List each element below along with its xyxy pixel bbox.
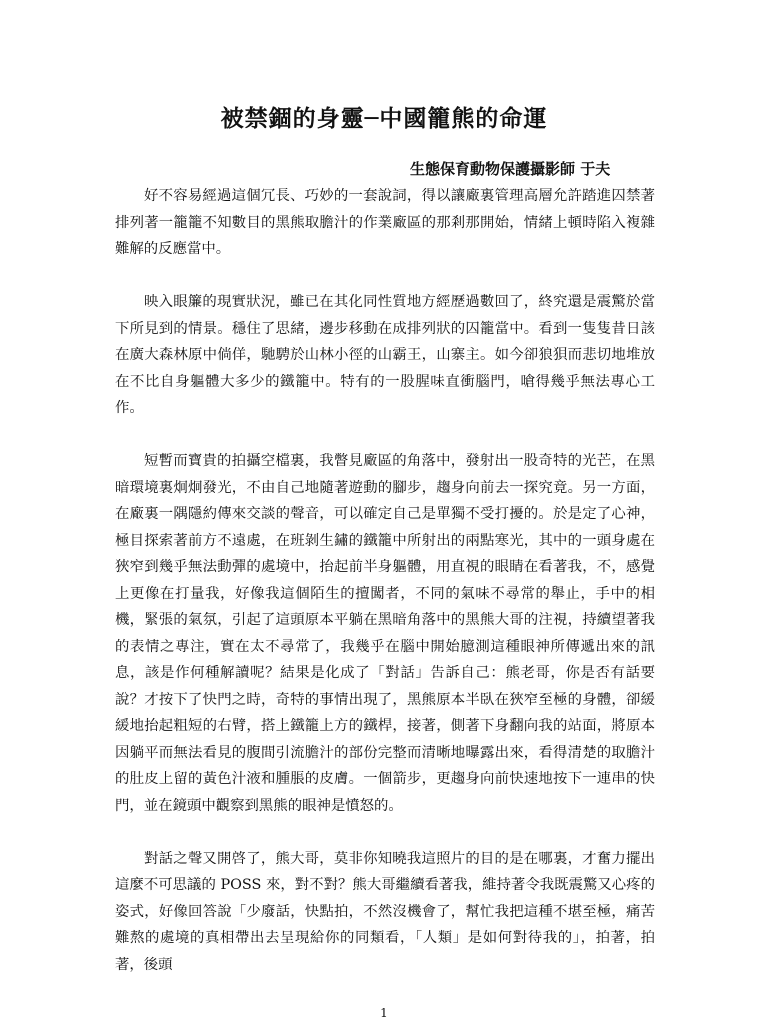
paragraph-4: 對話之聲又開啓了，熊大哥，莫非你知曉我這照片的目的是在哪裏，才奮力擺出這麼不可思議的 POSS 來，對不對？熊大哥繼續看著我，維持著令我既震驚又心疼的姿式，好像回答說「少廢話，快點拍，不然沒機會了，幫忙我把這種不堪至極，痛苦難熬的處境的真相帶出去呈現給你的同類看，「人類」是如何對待我的」，拍著，拍著，後頭 [115, 850, 655, 973]
author-byline: 生態保育動物保護攝影師 于夫 [410, 160, 611, 178]
document-body [115, 183, 655, 978]
paragraph-2: 映入眼簾的現實狀況，雖已在其化同性質地方經歷過數回了，終究還是震驚於當下所見到的情景。穩住了思緒，邊步移動在成排列狀的囚籠當中。看到一隻隻昔日該在廣大森林原中倘佯，馳騁於山林小徑的山霸王，山寨主。如今卻狼狽而悲切地堆放在不比自身軀體大多少的鐵籠中。特有的一股腥味直衝腦門，嗆得幾乎無法專心工作。 [115, 294, 655, 416]
page-number: 1 [380, 1006, 388, 1020]
paragraph-1: 好不容易經過這個冗長、巧妙的一套說詞，得以讓廠裏管理高層允許踏進囚禁著排列著一籠籠不知數目的黑熊取膽汁的作業廠區的那剎那開始，情緒上頓時陷入複雜難解的反應當中。 [115, 188, 655, 257]
paragraph-3: 短暫而寶貴的拍攝空檔裏，我瞥見廠區的角落中，發射出一股奇特的光芒，在黑暗環境裏炯炯發光，不由自己地隨著遊動的腳步，趨身向前去一探究竟。另一方面，在廠裏一隅隱約傳來交談的聲音，可以確定自己是單獨不受打擾的。於是定了心神，極目探索著前方不遠處，在班剝生鏽的鐵籠中所射出的兩點寒光，其中的一頭身處在狹窄到幾乎無法動彈的處境中，抬起前半身軀體，用直視的眼睛在看著我，不，感覺上更像在打量我，好像我這個陌生的擅闖者，不同的氣味不尋常的舉止，手中的相機，緊張的氣氛，引起了這頭原本平躺在黑暗角落中的黑熊大哥的注視，持續望著我的表情之專注，實在太不尋常了，我幾乎在腦中開始臆測這種眼神所傳遞出來的訊息，該是作何種解讀呢？結果是化成了「對話」告訴自己：熊老哥，你是否有話要說？才按下了快門之時，奇特的事情出現了，黑熊原本半臥在狹窄至極的身體，卻緩緩地抬起粗短的右臂，搭上鐵籠上方的鐵桿，接著，側著下身翻向我的站面，將原本因躺平而無法看見的腹間引流膽汁的部份完整而清晰地曝露出來，看得清楚的取膽汁的肚皮上留的黃色汁液和腫脹的皮膚。一個箭步，更趨身向前快速地按下一連串的快門，並在鏡頭中觀察到黑熊的眼神是憤怒的。 [115, 453, 655, 814]
document-title: 被禁錮的身靈─中國籠熊的命運 [220, 105, 548, 132]
